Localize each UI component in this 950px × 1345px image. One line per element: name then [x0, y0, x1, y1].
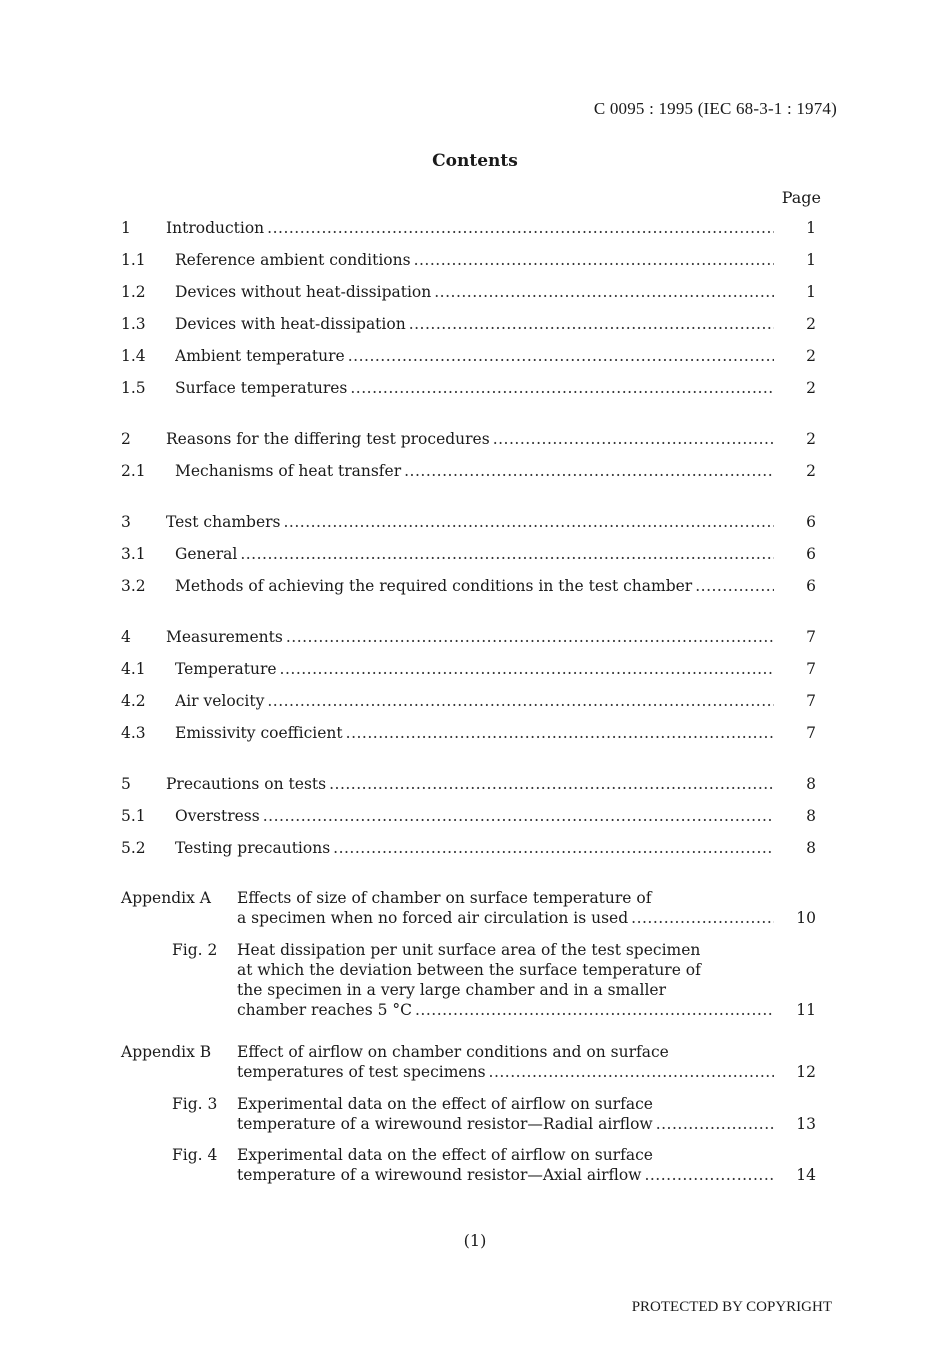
- toc-page-number: 7: [806, 660, 816, 678]
- toc-row[interactable]: [0, 281, 950, 303]
- entry-text-line: a specimen when no forced air circulation is used: [237, 909, 629, 927]
- dot-leader: [329, 773, 774, 795]
- toc-entry-title: Reference ambient conditions: [175, 251, 411, 269]
- dot-leader: [346, 722, 774, 744]
- dot-leader: [240, 543, 774, 565]
- toc-entry: [175, 690, 774, 712]
- toc-row[interactable]: [0, 658, 950, 680]
- page-title: Contents: [432, 151, 518, 171]
- toc-section-number: 3: [121, 513, 131, 531]
- toc-entry: [175, 281, 774, 303]
- toc-row[interactable]: [0, 773, 950, 795]
- toc-entry: [175, 722, 774, 744]
- toc-page-number: 7: [806, 724, 816, 742]
- toc-page-number: 7: [806, 692, 816, 710]
- toc-entry-title: Temperature: [175, 660, 277, 678]
- toc-page-number: 8: [806, 807, 816, 825]
- toc-section-number: 1.3: [121, 315, 146, 333]
- toc-page-number: 2: [806, 315, 816, 333]
- toc-page-number: 12: [796, 1063, 816, 1081]
- appendix-label: Appendix B: [121, 1043, 212, 1061]
- toc-page-number: 8: [806, 775, 816, 793]
- toc-entry-title: Ambient temperature: [175, 347, 345, 365]
- toc-page-number: 10: [796, 909, 816, 927]
- entry-text-line: temperature of a wirewound resistor—Radial airflow: [237, 1115, 653, 1133]
- dot-leader: [333, 837, 774, 859]
- toc-section-number: 1.4: [121, 347, 146, 365]
- toc-row[interactable]: [0, 217, 950, 239]
- entry-text-line: temperature of a wirewound resistor—Axial airflow: [237, 1166, 642, 1184]
- dot-leader: [493, 428, 774, 450]
- toc-section-number: 5.1: [121, 807, 146, 825]
- toc-entry: [166, 217, 774, 239]
- toc-entry: [175, 377, 774, 399]
- toc-page-number: 2: [806, 430, 816, 448]
- dot-leader: [267, 217, 774, 239]
- appendix-entry[interactable]: [237, 1042, 774, 1082]
- entry-text-line: Experimental data on the effect of airflow on surface: [237, 1095, 653, 1113]
- figure-entry[interactable]: [237, 1145, 774, 1185]
- toc-entry-title: Test chambers: [166, 513, 281, 531]
- toc-entry: [175, 460, 774, 482]
- entry-text-line: chamber reaches 5 °C: [237, 1001, 412, 1019]
- toc-row[interactable]: [0, 249, 950, 271]
- figure-entry[interactable]: [237, 1094, 774, 1134]
- toc-entry: [175, 837, 774, 859]
- toc-entry-title: Measurements: [166, 628, 283, 646]
- figure-label: Fig. 4: [172, 1146, 218, 1164]
- entry-text-line: at which the deviation between the surface temperature of: [237, 961, 701, 979]
- dot-leader: [656, 1114, 774, 1134]
- toc-page-number: 8: [806, 839, 816, 857]
- toc-entry: [175, 313, 774, 335]
- toc-section-number: 4.1: [121, 660, 146, 678]
- toc-page-number: 14: [796, 1166, 816, 1184]
- toc-entry-title: Reasons for the differing test procedures: [166, 430, 490, 448]
- dot-leader: [280, 658, 774, 680]
- document-code: C 0095 : 1995 (IEC 68-3-1 : 1974): [593, 99, 837, 118]
- toc-entry-title: General: [175, 545, 238, 563]
- entry-text-line: Heat dissipation per unit surface area of the test specimen: [237, 941, 701, 959]
- toc-entry: [175, 543, 774, 565]
- toc-entry-title: Precautions on tests: [166, 775, 327, 793]
- entry-text-line: Experimental data on the effect of airflow on surface: [237, 1146, 653, 1164]
- toc-row[interactable]: [0, 428, 950, 450]
- toc-section-number: 2: [121, 430, 131, 448]
- copyright-notice: PROTECTED BY COPYRIGHT: [631, 1299, 832, 1315]
- entry-text-line: temperatures of test specimens: [237, 1063, 486, 1081]
- toc-row[interactable]: [0, 805, 950, 827]
- toc-section-number: 1.5: [121, 379, 146, 397]
- toc-section-number: 5.2: [121, 839, 146, 857]
- toc-page-number: 2: [806, 379, 816, 397]
- figure-label: Fig. 3: [172, 1095, 218, 1113]
- toc-entry-title: Introduction: [166, 219, 265, 237]
- toc-page-number: 6: [806, 513, 816, 531]
- toc-entry-title: Air velocity: [175, 692, 265, 710]
- toc-entry: [166, 511, 774, 533]
- toc-page-number: 13: [796, 1115, 816, 1133]
- toc-row[interactable]: [0, 377, 950, 399]
- toc-entry: [166, 626, 774, 648]
- toc-section-number: 4.2: [121, 692, 146, 710]
- toc-row[interactable]: [0, 722, 950, 744]
- toc-page-number: 1: [806, 219, 816, 237]
- toc-row[interactable]: [0, 345, 950, 367]
- toc-entry-title: Devices without heat-dissipation: [175, 283, 432, 301]
- toc-entry: [175, 345, 774, 367]
- toc-row[interactable]: [0, 313, 950, 335]
- toc-entry-title: Testing precautions: [175, 839, 331, 857]
- dot-leader: [409, 313, 774, 335]
- toc-section-number: 1: [121, 219, 131, 237]
- toc-entry-title: Methods of achieving the required conditions in the test chamber: [175, 577, 693, 595]
- toc-page-number: 11: [796, 1001, 816, 1019]
- dot-leader: [263, 805, 774, 827]
- appendix-entry[interactable]: [237, 888, 774, 928]
- dot-leader: [489, 1062, 774, 1082]
- toc-entry: [175, 575, 774, 597]
- toc-entry-title: Surface temperatures: [175, 379, 348, 397]
- toc-entry-title: Mechanisms of heat transfer: [175, 462, 402, 480]
- page-column-heading: Page: [781, 188, 821, 207]
- toc-row[interactable]: [0, 690, 950, 712]
- toc-row[interactable]: [0, 460, 950, 482]
- dot-leader: [414, 249, 774, 271]
- entry-text-line: the specimen in a very large chamber and in a smaller: [237, 981, 666, 999]
- appendix-label: Appendix A: [121, 889, 211, 907]
- toc-page-number: 2: [806, 347, 816, 365]
- dot-leader: [631, 908, 774, 928]
- dot-leader: [434, 281, 774, 303]
- toc-section-number: 5: [121, 775, 131, 793]
- toc-section-number: 3.1: [121, 545, 146, 563]
- dot-leader: [348, 345, 774, 367]
- dot-leader: [415, 1000, 774, 1020]
- page-number: (1): [463, 1231, 487, 1250]
- toc-entry: [175, 805, 774, 827]
- toc-entry: [175, 658, 774, 680]
- toc-section-number: 3.2: [121, 577, 146, 595]
- figure-label: Fig. 2: [172, 941, 218, 959]
- toc-section-number: 1.1: [121, 251, 146, 269]
- toc-section-number: 2.1: [121, 462, 146, 480]
- dot-leader: [350, 377, 774, 399]
- toc-row[interactable]: [0, 543, 950, 565]
- toc-entry: [175, 249, 774, 271]
- dot-leader: [404, 460, 774, 482]
- toc-page-number: 7: [806, 628, 816, 646]
- toc-section-number: 4: [121, 628, 131, 646]
- toc-row[interactable]: [0, 837, 950, 859]
- toc-page-number: 1: [806, 251, 816, 269]
- toc-entry: [166, 428, 774, 450]
- toc-row[interactable]: [0, 575, 950, 597]
- toc-entry: [166, 773, 774, 795]
- dot-leader: [644, 1165, 774, 1185]
- dot-leader: [283, 511, 774, 533]
- dot-leader: [267, 690, 774, 712]
- entry-text-line: Effect of airflow on chamber conditions and on surface: [237, 1043, 669, 1061]
- toc-entry-title: Overstress: [175, 807, 260, 825]
- dot-leader: [695, 575, 774, 597]
- toc-row[interactable]: [0, 511, 950, 533]
- toc-entry-title: Devices with heat-dissipation: [175, 315, 406, 333]
- toc-section-number: 4.3: [121, 724, 146, 742]
- figure-entry[interactable]: [237, 940, 774, 1020]
- toc-page-number: 2: [806, 462, 816, 480]
- toc-section-number: 1.2: [121, 283, 146, 301]
- toc-page-number: 6: [806, 545, 816, 563]
- entry-text-line: Effects of size of chamber on surface temperature of: [237, 889, 652, 907]
- toc-entry-title: Emissivity coefficient: [175, 724, 343, 742]
- dot-leader: [286, 626, 774, 648]
- toc-row[interactable]: [0, 626, 950, 648]
- toc-page-number: 6: [806, 577, 816, 595]
- toc-page-number: 1: [806, 283, 816, 301]
